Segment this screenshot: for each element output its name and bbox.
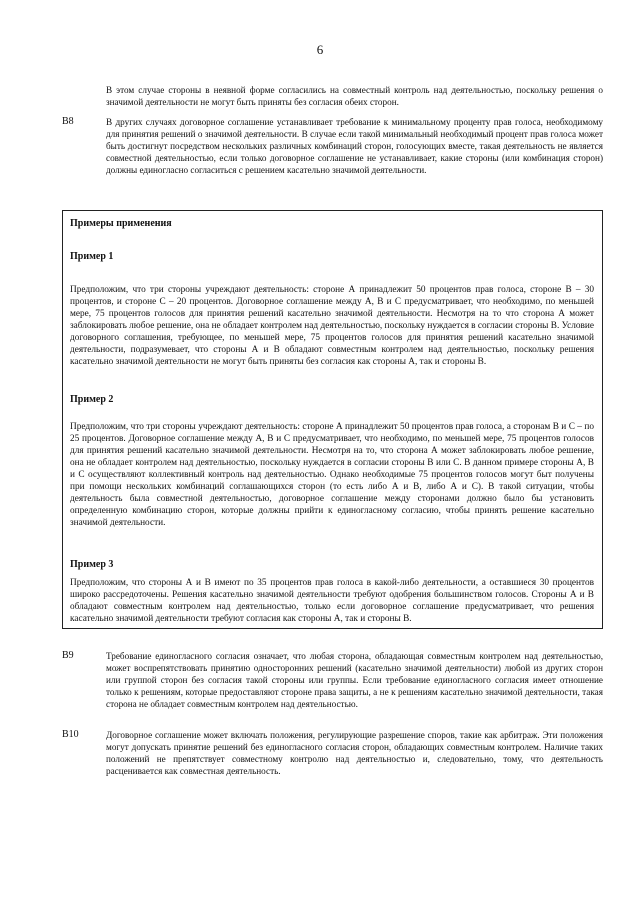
page-number: 6 [316, 42, 324, 57]
example2-heading: Пример 2 [70, 394, 114, 405]
example3-heading: Пример 3 [70, 559, 114, 570]
example1-heading: Пример 1 [70, 251, 114, 262]
b8-label: B8 [62, 116, 74, 127]
b10-paragraph: Договорное соглашение может включать положения, регулирующие разрешение споров, такие как арбитраж. Эти положения могут допускать принятие решений без единогласного согласия сторон, обладающих совместным контролем. Наличие таких положений не препятствует совместному контролю над деятельностью и, следовательно, тому, что деятельность расценивается как совместная деятельность. [106, 730, 603, 776]
example3-text: Предположим, что стороны А и В имеют по 35 процентов прав голоса в какой-либо деятельности, а оставшиеся 30 процентов широко рассредоточены. Решения касательно значимой деятельности требуют одобрения большинством голосов. Стороны А и В обладают совместным контролем над деятельностью, только если договорное соглашение предусматривает, что решения касательно значимой деятельности требуют согласия как стороны А, так и стороны В. [70, 578, 594, 624]
b10-label: B10 [62, 729, 79, 740]
examples-title: Примеры применения [70, 218, 172, 229]
b9-paragraph: Требование единогласного согласия означает, что любая сторона, обладающая совместным контролем над деятельностью, может воспрепятствовать принятию односторонних решений (касательно значимой деятельности) любой из других сторон или группой сторон без согласия такой стороны или группы. Если требование единогласного согласия имеет отношение только к решениям, которые предоставляют стороне права защиты, а не к решениям касательно значимой деятельности, такая сторона не обладает совместным контролем над деятельностью. [106, 651, 603, 709]
examples-box [62, 210, 603, 629]
intro-paragraph: В этом случае стороны в неявной форме согласились на совместный контроль над деятельностью, поскольку решения о значимой деятельности не могут быть приняты без согласия обеих сторон. [106, 85, 603, 107]
example2-text: Предположим, что три стороны учреждают деятельность: стороне А принадлежит 50 процентов прав голоса, а сторонам В и С – по 25 процентов. Договорное соглашение между А, В и С предусматривает, что необходимо, по меньшей мере, 75 процентов голосов для принятия решений касательно значимой деятельности. Несмотря на то, что сторона А может заблокировать любое решение, она не обладает контролем над деятельностью, поскольку нуждается в согласии стороны В или С. В данном примере стороны А, В и С осуществляют коллективный контроль над деятельностью. Однако необходимые 75 процентов голосов могут быт получены при помощи нескольких комбинаций соглашающихся сторон (то есть либо А и В, либо А и С). В такой ситуации, чтобы деятельность была совместной деятельностью, договорное соглашение между сторонами должно было бы установить определенную комбинацию сторон, которые должны прийти к единогласному согласию, чтобы принять решение касательно значимой деятельности. [70, 422, 594, 528]
b8-paragraph: В других случаях договорное соглашение устанавливает требование к минимальному проценту прав голоса, необходимому для принятия решений о значимой деятельности. В случае если такой минимальный необходимый процент прав голоса может быть достигнут посредством нескольких различных комбинаций сторон, голосующих вместе, такая деятельность не является совместной деятельностью, если только договорное соглашение не устанавливает, какие стороны (или комбинация сторон) должны единогласно согласиться с решением касательно значимой деятельности. [106, 117, 603, 175]
example1-text: Предположим, что три стороны учреждают деятельность: стороне А принадлежит 50 процентов прав голоса, стороне В – 30 процентов, и стороне С – 20 процентов. Договорное соглашение между А, В и С предусматривает, что необходимо, по меньшей мере, 75 процентов голосов для принятия решений касательно значимой деятельности. Несмотря на то что сторона А может заблокировать любое решение, она не обладает контролем над деятельностью, поскольку нуждается в согласии стороны В. Условие договорного соглашения, требующее, по меньшей мере, 75 процентов голосов для принятия решений касательно значимой деятельности, подразумевает, что стороны А и В обладают совместным контролем над деятельностью, поскольку решения касательно значимой деятельности не могут быть приняты без согласия как стороны А, так и стороны В. [70, 285, 594, 367]
b9-label: B9 [62, 650, 74, 661]
